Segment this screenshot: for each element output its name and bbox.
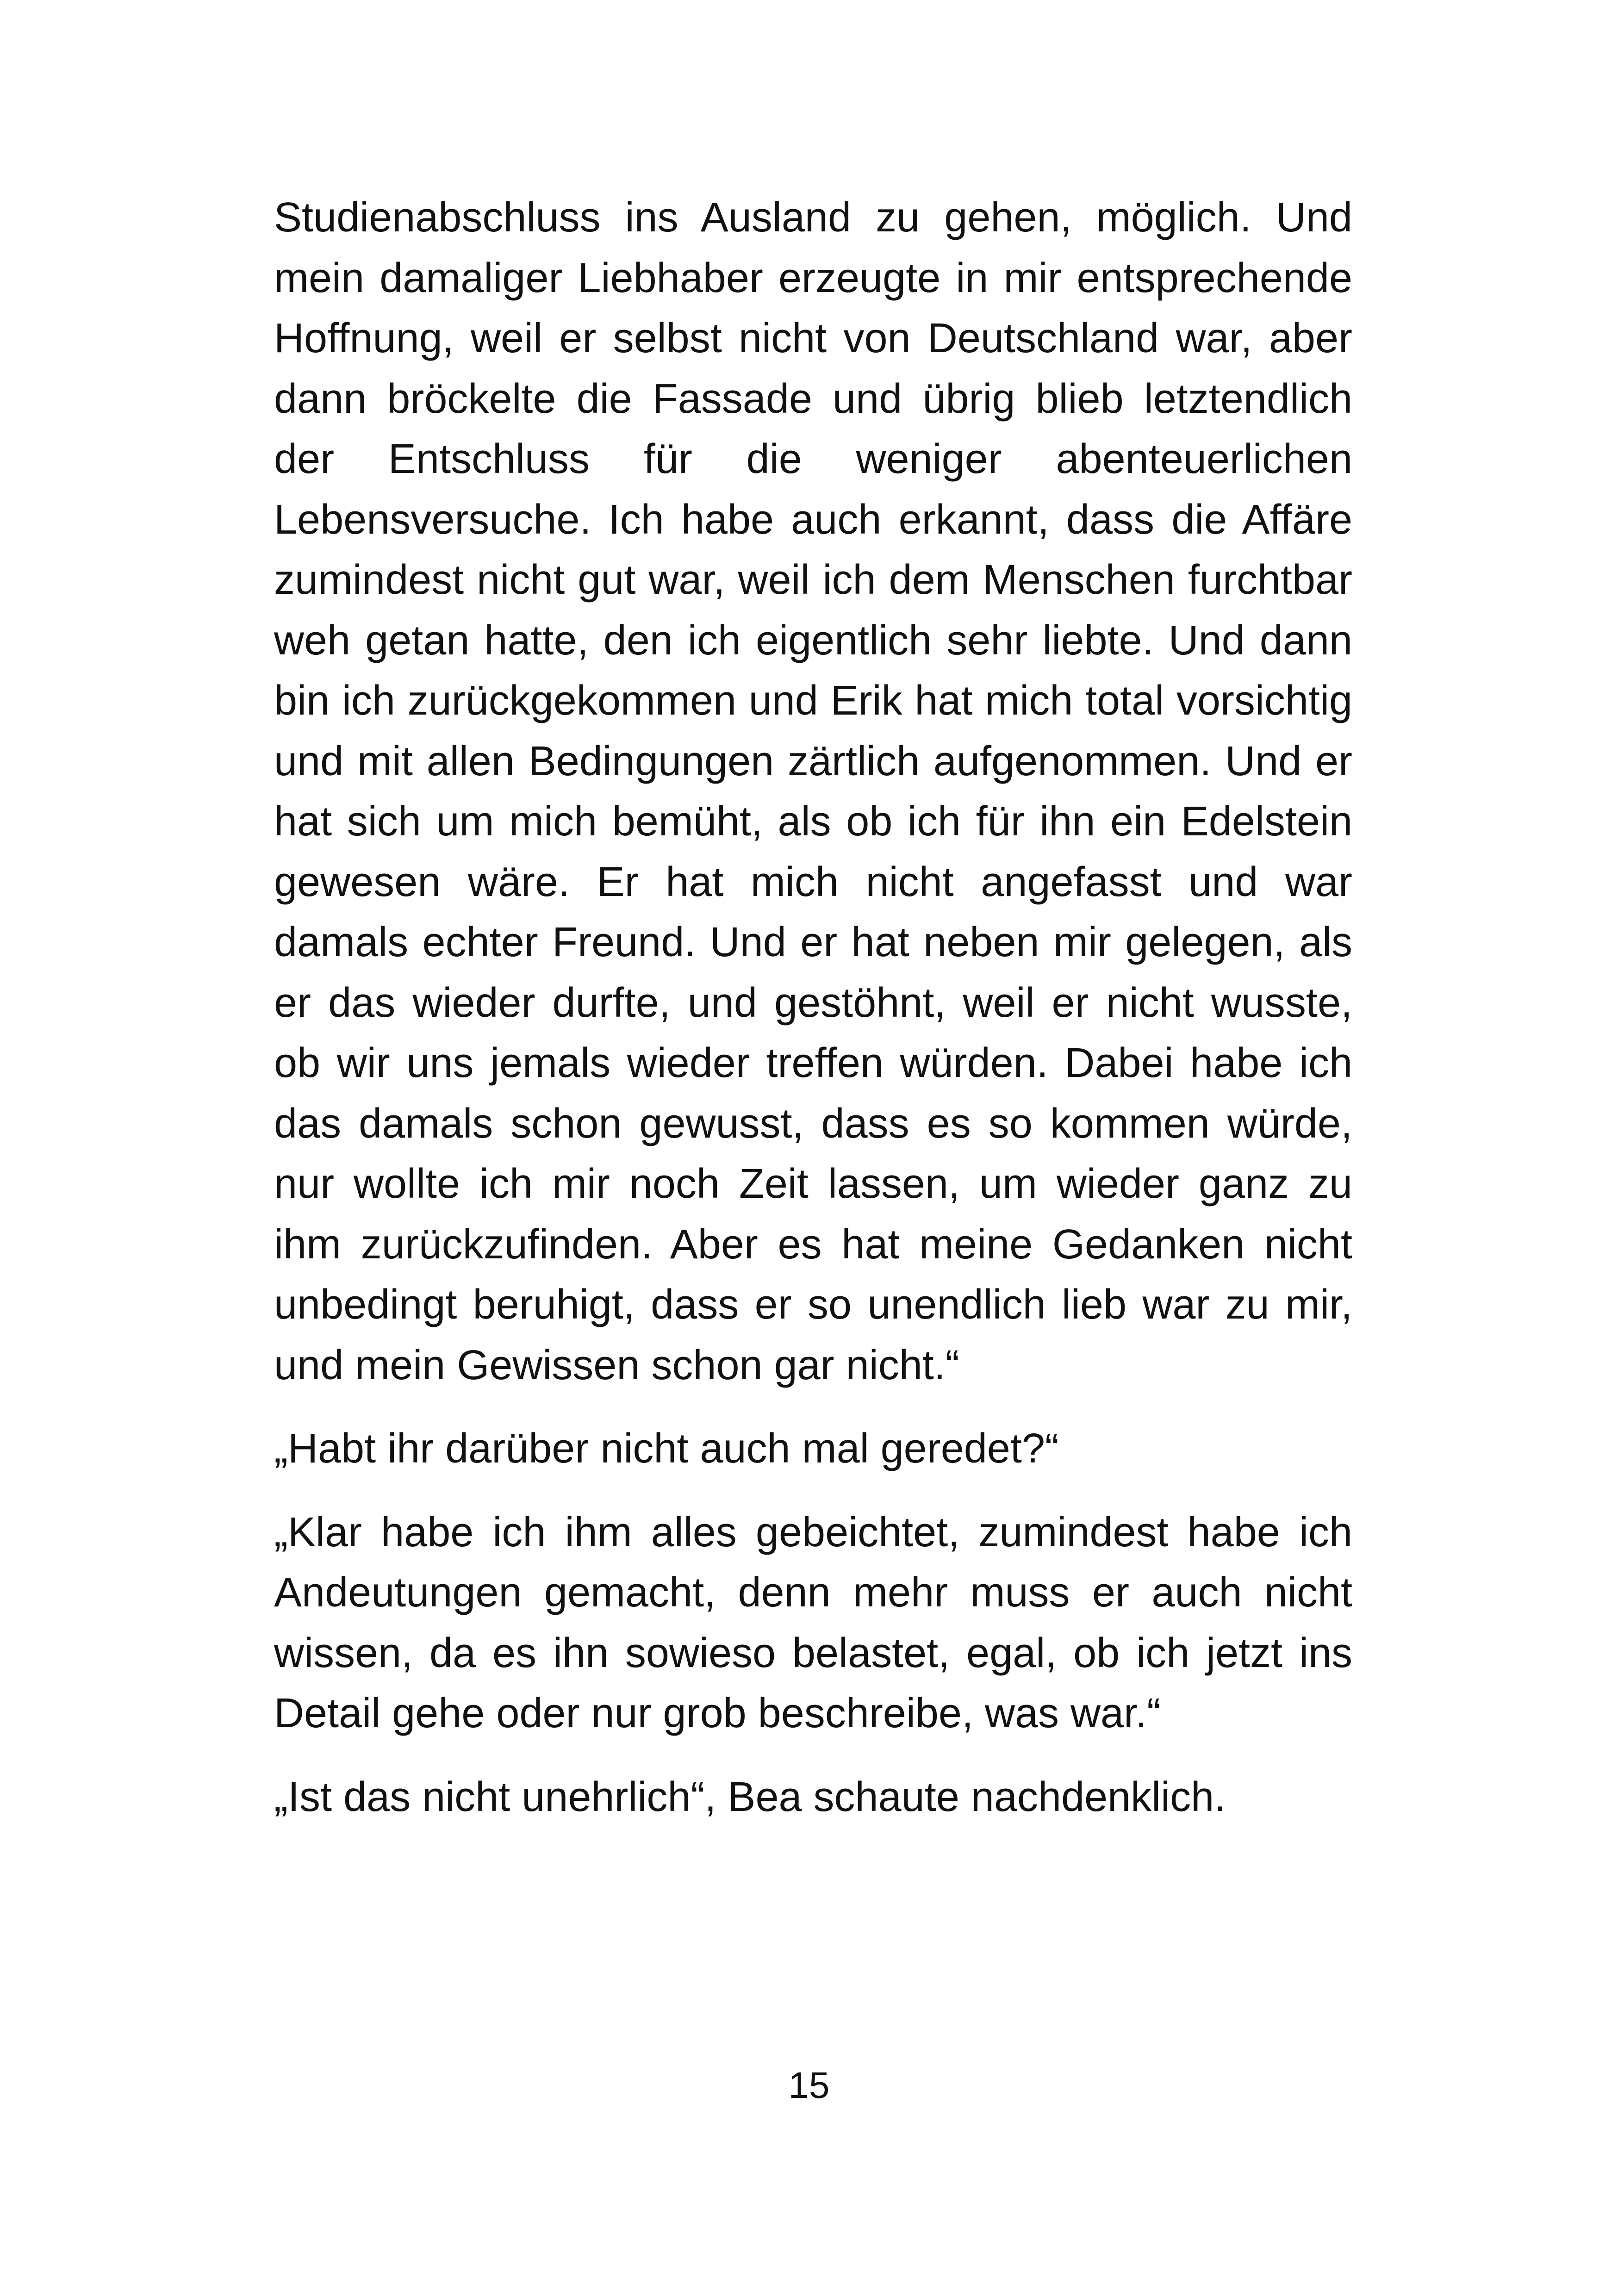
- page-number: 15: [788, 2065, 830, 2106]
- body-text: [274, 187, 1352, 1827]
- paragraph-4: „Ist das nicht unehrlich“, Bea schaute nachdenklich.: [274, 1773, 1226, 1820]
- paragraph-2: „Habt ihr darüber nicht auch mal geredet?“: [274, 1425, 1059, 1472]
- paragraph-3: „Klar habe ich ihm alles gebeichtet, zumindest habe ich Andeutungen gemacht, denn mehr muss er auch nicht wissen, da es ihn sowieso belastet, egal, ob ich jetzt ins Detail gehe oder nur grob beschreibe, was war.“: [274, 1509, 1352, 1736]
- paragraph-1: Studienabschluss ins Ausland zu gehen, möglich. Und mein damaliger Liebhaber erzeugte in mir entsprechende Hoffnung, weil er selbst nicht von Deutschland war, aber dann bröckelte die Fassade und übrig blieb letztendlich der Entschluss für die weniger abenteuerlichen Lebensversuche. Ich habe auch erkannt, dass die Affäre zumindest nicht gut war, weil ich dem Menschen furchtbar weh getan hatte, den ich eigentlich sehr liebte. Und dann bin ich zurückgekommen und Erik hat mich total vorsichtig und mit allen Bedingungen zärtlich aufgenommen. Und er hat sich um mich bemüht, als ob ich für ihn ein Edelstein gewesen wäre. Er hat mich nicht angefasst und war damals echter Freund. Und er hat neben mir gelegen, als er das wieder durfte, und gestöhnt, weil er nicht wusste, ob wir uns jemals wieder treffen würden. Dabei habe ich das damals schon gewusst, dass es so kommen würde, nur wollte ich mir noch Zeit lassen, um wieder ganz zu ihm zurückzufinden. Aber es hat meine Gedanken nicht unbedingt beruhigt, dass er so unendlich lieb war zu mir, und mein Gewissen schon gar nicht.“: [274, 194, 1352, 1388]
